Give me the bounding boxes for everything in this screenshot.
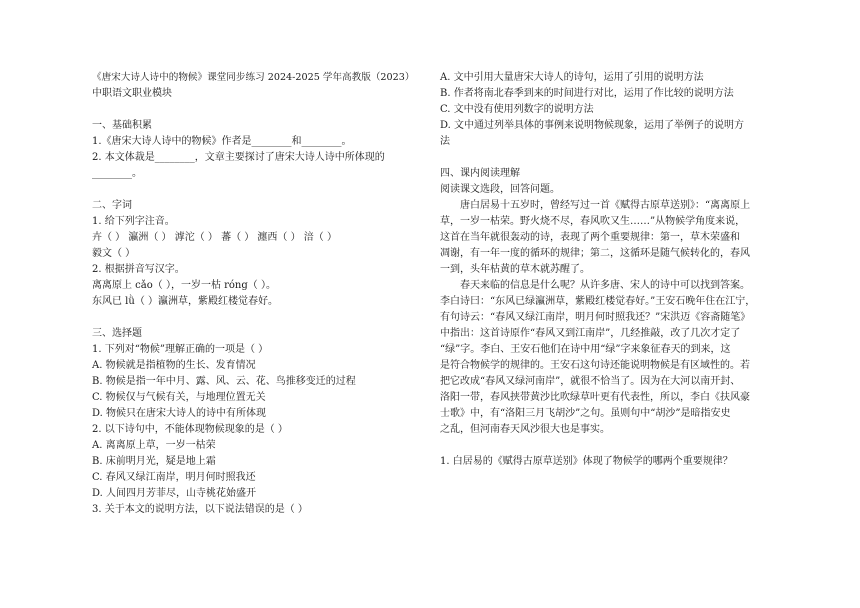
passage-line: 这首在当年就很轰动的诗，表现了两个重要规律：第一，草木荣盛和 <box>440 232 740 243</box>
right-column <box>440 70 780 470</box>
passage-line: 是符合物候学的规律的。王安石这句诗还能说明物候是有区域性的。若 <box>440 360 750 371</box>
reading-question-1: 1. 白居易的《赋得古原草送别》体现了物候学的哪两个重要规律？ <box>440 456 733 467</box>
option-line: A. 文中引用大量唐宋大诗人的诗句，运用了引用的说明方法 <box>440 72 704 83</box>
section1-heading: 一、基础积累 <box>92 120 152 131</box>
section4-heading: 四、课内阅读理解 <box>440 168 520 179</box>
s3-question-3: 3. 关于本文的说明方法，以下说法错误的是（ ） <box>92 504 308 515</box>
write-item-a: 离离原上 cǎo（ ），一岁一枯 róng（ ）。 <box>92 280 276 291</box>
option-line: C. 文中没有使用列数字的说明方法 <box>440 104 594 115</box>
write-item-b: 东风已 lǜ（ ）瀛洲草，紫殿红楼觉春好。 <box>92 296 278 307</box>
passage-line: 把它改成“春风又绿河南岸”，就很不恰当了。因为在大河以南开封、 <box>440 376 741 387</box>
section2-heading: 二、字词 <box>92 200 132 211</box>
option-line: B. 作者将南北春季到来的时间进行对比，运用了作比较的说明方法 <box>440 88 734 99</box>
s1-question-2-cont: ________。 <box>92 168 142 179</box>
s2-question-1: 1. 给下列字注音。 <box>92 216 175 227</box>
option-line: C. 春风又绿江南岸，明月何时照我还 <box>92 472 256 483</box>
section3-heading: 三、选择题 <box>92 328 142 339</box>
pinyin-row-2: 毅文（ ） <box>92 248 136 259</box>
option-line: B. 床前明月光，疑是地上霜 <box>92 456 216 467</box>
passage-line: 草，一岁一枯荣。野火烧不尽，春风吹又生……”从物候学角度来说， <box>440 216 746 227</box>
passage-line: 李白诗曰：“东风已绿瀛洲草，紫殿红楼觉春好。”王安石晚年住在江宁， <box>440 296 756 307</box>
passage-line: 中指出：这首诗原作“春风又到江南岸”，几经推敲，改了几次才定了 <box>440 328 741 339</box>
pinyin-row: 卉（ ） 瀛洲（ ） 滹沱（ ） 蕃（ ） 瀍西（ ） 涪（ ） <box>92 232 337 243</box>
s3-question-1: 1. 下列对“物候”理解正确的一项是（ ） <box>92 344 269 355</box>
s1-question-2: 2. 本文体裁是________，文章主要探讨了唐宋大诗人诗中所体现的 <box>92 152 385 163</box>
s2-question-2: 2. 根据拼音写汉字。 <box>92 264 185 275</box>
option-line: A. 物候就是指植物的生长、发育情况 <box>92 360 256 371</box>
passage-line: 有句诗云：“春风又绿江南岸，明月何时照我还？”宋洪迈《容斋随笔》 <box>440 312 751 323</box>
passage-line: 一到，头年枯黄的草木就苏醒了。 <box>440 264 590 275</box>
passage-line: 唐白居易十五岁时，曾经写过一首《赋得古原草送别》：“离离原上 <box>460 200 751 211</box>
option-line-cont: 法 <box>440 136 450 147</box>
passage-line: “绿”字。李白、王安石他们在诗中用“绿”字来象征春天的到来，这 <box>440 344 731 355</box>
option-line: D. 文中通过列举具体的事例来说明物候现象，运用了举例子的说明方 <box>440 120 745 131</box>
left-column <box>92 70 432 518</box>
option-line: A. 离离原上草，一岁一枯荣 <box>92 440 216 451</box>
reading-instruction: 阅读课文选段，回答问题。 <box>440 184 560 195</box>
doc-title: 《唐宋大诗人诗中的物候》课堂同步练习 2024-2025 学年高教版（2023） <box>92 72 415 83</box>
s1-question-1: 1.《唐宋大诗人诗中的物候》作者是________和________。 <box>92 136 352 147</box>
passage-line: 春天来临的信息是什么呢？从许多唐、宋人的诗中可以找到答案。 <box>460 280 750 291</box>
option-line: D. 物候只在唐宋大诗人的诗中有所体现 <box>92 408 267 419</box>
passage-line: 士歌》中，有“洛阳三月飞胡沙”之句。虽则句中“胡沙”是暗指安史 <box>440 408 731 419</box>
doc-subtitle: 中职语文职业模块 <box>92 88 172 99</box>
passage-line: 之乱，但河南春天风沙很大也是事实。 <box>440 424 610 435</box>
passage-line: 洛阳一带，春风挟带黄沙比吹绿草叶更有代表性，所以，李白《扶风豪 <box>440 392 750 403</box>
option-line: B. 物候是指一年中月、露、风、云、花、鸟推移变迁的过程 <box>92 376 356 387</box>
passage-line: 凋谢，有一年一度的循环的规律；第二，这循环是随气候转化的，春风 <box>440 248 750 259</box>
option-line: D. 人间四月芳菲尽，山寺桃花始盛开 <box>92 488 257 499</box>
s3-question-2: 2. 以下诗句中，不能体现物候现象的是（ ） <box>92 424 288 435</box>
option-line: C. 物候仅与气候有关，与地理位置无关 <box>92 392 266 403</box>
